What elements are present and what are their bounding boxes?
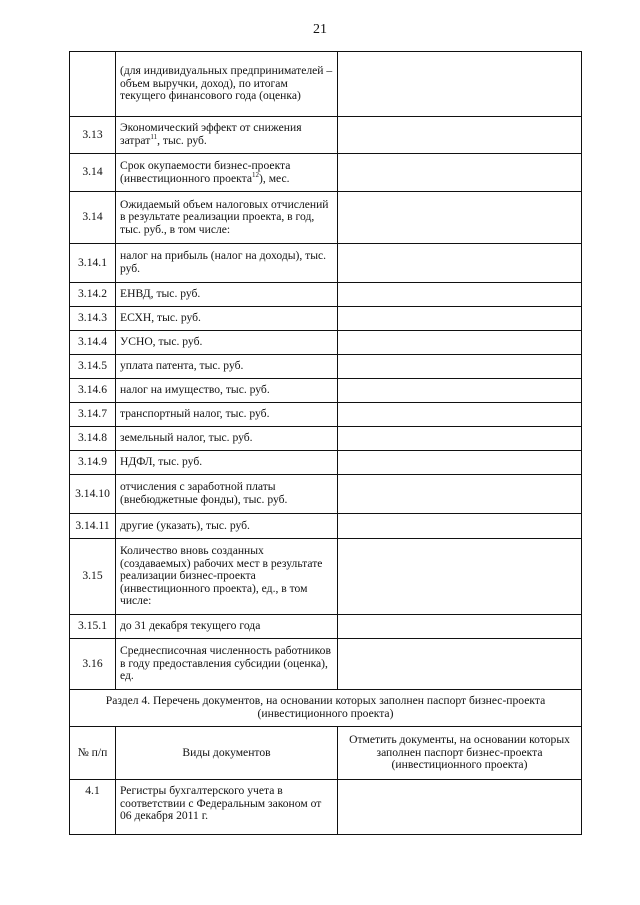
table-row: [70, 192, 582, 244]
value-cell[interactable]: [338, 427, 582, 451]
row-number: [70, 52, 116, 117]
column-header-mark: Отметить документы, на основании которых заполнен паспорт бизнес-проекта (инвестиционного проекта): [338, 727, 582, 780]
value-cell[interactable]: [338, 154, 582, 192]
row-label-text: Экономический эффект от снижения затрат: [120, 121, 302, 147]
section-title-row: [70, 690, 582, 727]
row-number: 3.14.3: [70, 307, 116, 331]
table-row: [70, 307, 582, 331]
row-label: Регистры бухгалтерского учета в соответствии с Федеральным законом от 06 декабря 2011 г.: [116, 780, 338, 835]
table-row: [70, 52, 582, 117]
row-number: 3.14: [70, 154, 116, 192]
column-header-number: № п/п: [70, 727, 116, 780]
row-label: НДФЛ, тыс. руб.: [116, 451, 338, 475]
row-label-suffix: , тыс. руб.: [157, 134, 207, 147]
row-number: 3.15: [70, 539, 116, 615]
row-label: Количество вновь созданных (создаваемых) рабочих мест в результате реализации бизнес-проекта (инвестиционного проекта), ед., в том числе:: [116, 539, 338, 615]
row-label: налог на прибыль (налог на доходы), тыс. руб.: [116, 244, 338, 283]
table-row: [70, 475, 582, 514]
section-4-title: Раздел 4. Перечень документов, на основании которых заполнен паспорт бизнес-проекта (инвестиционного проекта): [70, 690, 582, 727]
value-cell[interactable]: [338, 451, 582, 475]
table-row: [70, 355, 582, 379]
table-row: [70, 244, 582, 283]
row-number: 3.14: [70, 192, 116, 244]
row-label: Среднесписочная численность работников в году предоставления субсидии (оценка), ед.: [116, 639, 338, 690]
table-row: [70, 780, 582, 835]
row-number: 4.1: [70, 780, 116, 835]
value-cell[interactable]: [338, 539, 582, 615]
value-cell[interactable]: [338, 615, 582, 639]
row-number: 3.14.6: [70, 379, 116, 403]
row-label-suffix: ), мес.: [259, 171, 290, 185]
footnote-mark: 12: [252, 170, 260, 179]
value-cell[interactable]: [338, 355, 582, 379]
table-row: [70, 403, 582, 427]
mark-cell[interactable]: [338, 780, 582, 835]
row-label: земельный налог, тыс. руб.: [116, 427, 338, 451]
row-label: [116, 154, 338, 192]
value-cell[interactable]: [338, 331, 582, 355]
row-number: 3.14.9: [70, 451, 116, 475]
row-label: налог на имущество, тыс. руб.: [116, 379, 338, 403]
page-number: 21: [313, 22, 327, 37]
row-label: до 31 декабря текущего года: [116, 615, 338, 639]
value-cell[interactable]: [338, 639, 582, 690]
row-number: 3.14.10: [70, 475, 116, 514]
table-row: [70, 639, 582, 690]
value-cell[interactable]: [338, 475, 582, 514]
row-label: транспортный налог, тыс. руб.: [116, 403, 338, 427]
row-label-text: Срок окупаемости бизнес-проекта (инвестиционного проекта: [120, 158, 291, 185]
row-label: уплата патента, тыс. руб.: [116, 355, 338, 379]
column-header-documents: Виды документов: [116, 727, 338, 780]
row-label: [116, 117, 338, 154]
value-cell[interactable]: [338, 403, 582, 427]
table-row: [70, 451, 582, 475]
value-cell[interactable]: [338, 283, 582, 307]
row-number: 3.16: [70, 639, 116, 690]
table-row: [70, 514, 582, 539]
table-row: [70, 283, 582, 307]
section-header-row: [70, 727, 582, 780]
row-number: 3.14.2: [70, 283, 116, 307]
table-row: [70, 615, 582, 639]
row-number: 3.14.7: [70, 403, 116, 427]
footnote-mark: 11: [150, 133, 158, 141]
table-row: [70, 154, 582, 192]
row-label: отчисления с заработной платы (внебюджетные фонды), тыс. руб.: [116, 475, 338, 514]
value-cell[interactable]: [338, 117, 582, 154]
row-number: 3.14.1: [70, 244, 116, 283]
value-cell[interactable]: [338, 379, 582, 403]
table-row: [70, 331, 582, 355]
table-row: [70, 379, 582, 403]
value-cell[interactable]: [338, 52, 582, 117]
row-label: (для индивидуальных предпринимателей – объем выручки, доход), по итогам текущего финансового года (оценка): [116, 52, 338, 117]
row-number: 3.14.8: [70, 427, 116, 451]
row-label: УСНО, тыс. руб.: [116, 331, 338, 355]
business-project-passport-table: [69, 51, 582, 835]
row-label: ЕСХН, тыс. руб.: [116, 307, 338, 331]
value-cell[interactable]: [338, 307, 582, 331]
row-label: ЕНВД, тыс. руб.: [116, 283, 338, 307]
table-row: [70, 117, 582, 154]
table-row: [70, 539, 582, 615]
row-number: 3.14.4: [70, 331, 116, 355]
value-cell[interactable]: [338, 192, 582, 244]
row-number: 3.13: [70, 117, 116, 154]
row-label: Ожидаемый объем налоговых отчислений в результате реализации проекта, в год, тыс. руб., в том числе:: [116, 192, 338, 244]
row-number: 3.14.5: [70, 355, 116, 379]
row-number: 3.14.11: [70, 514, 116, 539]
table-row: [70, 427, 582, 451]
value-cell[interactable]: [338, 514, 582, 539]
row-label: другие (указать), тыс. руб.: [116, 514, 338, 539]
row-number: 3.15.1: [70, 615, 116, 639]
value-cell[interactable]: [338, 244, 582, 283]
